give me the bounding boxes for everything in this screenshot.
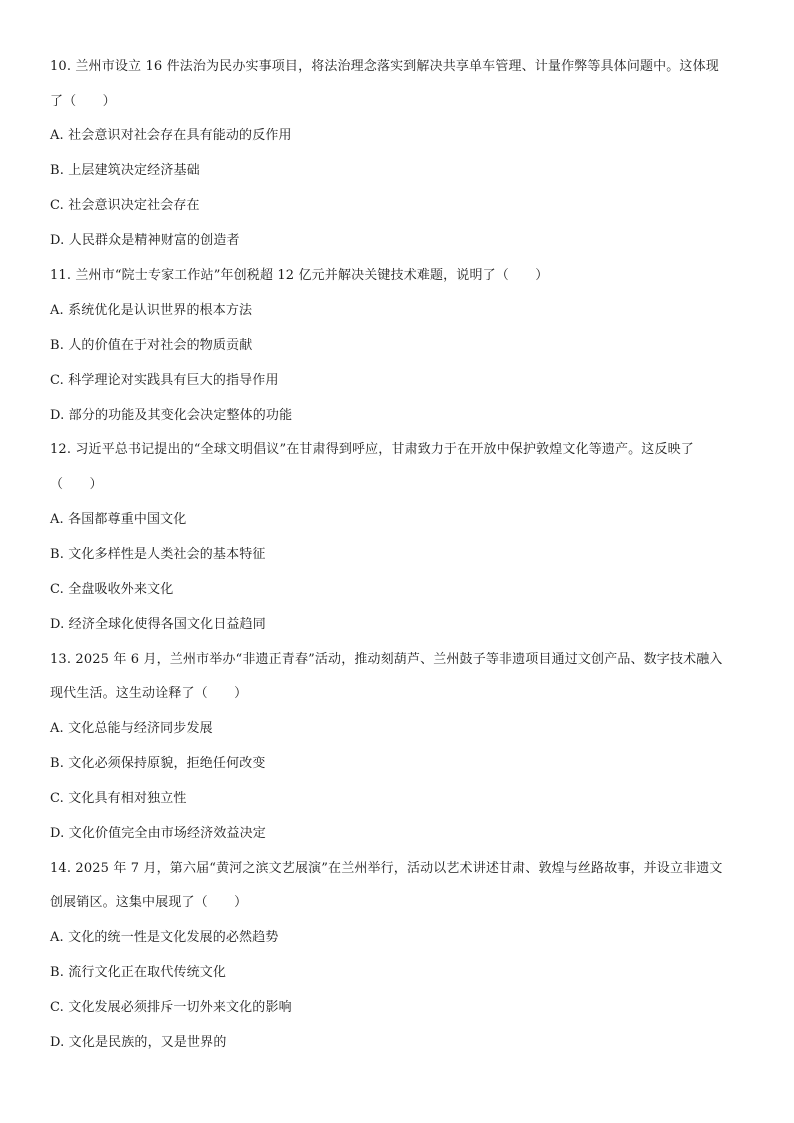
question-12-option-b: B. 文化多样性是人类社会的基本特征 — [50, 547, 266, 562]
question-13-option-d: D. 文化价值完全由市场经济效益决定 — [50, 826, 266, 841]
question-14-option-c: C. 文化发展必须排斥一切外来文化的影响 — [50, 1000, 292, 1015]
question-14-stem-line-2: 创展销区。这集中展现了（ ） — [50, 895, 248, 910]
question-10-option-c: C. 社会意识决定社会存在 — [50, 198, 200, 213]
question-13-stem-line-2: 现代生活。这生动诠释了（ ） — [50, 686, 248, 701]
question-14-option-b: B. 流行文化正在取代传统文化 — [50, 965, 227, 980]
question-10-stem-line-1: 10. 兰州市设立 16 件法治为民办实事项目，将法治理念落实到解决共享单车管理、计量作弊等具体问题中。这体现 — [50, 59, 719, 74]
question-10-option-b: B. 上层建筑决定经济基础 — [50, 163, 200, 178]
question-14-option-a: A. 文化的统一性是文化发展的必然趋势 — [50, 930, 279, 945]
question-12-option-a: A. 各国都尊重中国文化 — [50, 512, 187, 527]
question-11-option-d: D. 部分的功能及其变化会决定整体的功能 — [50, 408, 293, 423]
question-13-option-a: A. 文化总能与经济同步发展 — [50, 721, 213, 736]
question-13-option-c: C. 文化具有相对独立性 — [50, 791, 187, 806]
question-11-option-a: A. 系统优化是认识世界的根本方法 — [50, 303, 253, 318]
question-11-option-c: C. 科学理论对实践具有巨大的指导作用 — [50, 373, 279, 388]
question-12-stem-line-1: 12. 习近平总书记提出的“全球文明倡议”在甘肃得到呼应，甘肃致力于在开放中保护敦煌文化等遗产。这反映了 — [50, 442, 694, 457]
question-12-option-c: C. 全盘吸收外来文化 — [50, 582, 174, 597]
question-13-stem-line-1: 13. 2025 年 6 月，兰州市举办“非遗正青春”活动，推动刻葫芦、兰州鼓子等非遗项目通过文创产品、数字技术融入 — [50, 652, 723, 667]
question-14-stem-line-1: 14. 2025 年 7 月，第六届“黄河之滨文艺展演”在兰州举行，活动以艺术讲述甘肃、敦煌与丝路故事，并设立非遗文 — [50, 861, 723, 876]
question-10-option-a: A. 社会意识对社会存在具有能动的反作用 — [50, 128, 292, 143]
question-10-stem-line-2: 了（ ） — [50, 94, 116, 109]
question-12-option-d: D. 经济全球化使得各国文化日益趋同 — [50, 617, 266, 632]
question-11-option-b: B. 人的价值在于对社会的物质贡献 — [50, 338, 253, 353]
question-12-stem-line-2: （ ） — [50, 477, 103, 492]
question-10-option-d: D. 人民群众是精神财富的创造者 — [50, 233, 240, 248]
question-11-stem-line-1: 11. 兰州市“院士专家工作站”年创税超 12 亿元并解决关键技术难题，说明了（ ） — [50, 268, 549, 283]
question-14-option-d: D. 文化是民族的，又是世界的 — [50, 1035, 227, 1050]
question-13-option-b: B. 文化必须保持原貌，拒绝任何改变 — [50, 756, 266, 771]
